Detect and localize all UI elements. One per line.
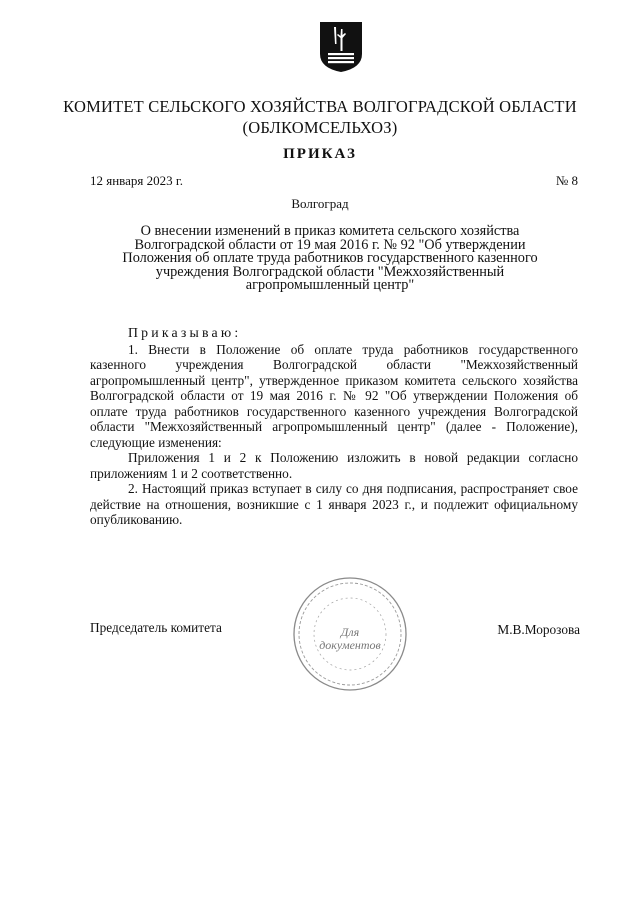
document-city: Волгоград — [291, 196, 349, 211]
document-type: ПРИКАЗ — [283, 146, 357, 162]
paragraph-1: 1. Внести в Положение об оплате труда работников государственного казенного учреждения Волгоградской области "Межхозяйственный агропромышленный центр", утвержденное приказом комитета сельского хозяйства Волгоградской области от 19 мая 2016 г. № 92 "Об утверждении Положения об оплате труда работников государственного казенного учреждения Волгоградской области "Межхозяйственный агропромышленный центр" (далее - Положение), следующие изменения: — [90, 341, 578, 450]
committee-name-line2: (ОБЛКОМСЕЛЬХОЗ) — [242, 118, 398, 137]
seal-text-line2: документов — [319, 638, 381, 652]
signatory-name: М.В.Морозова — [497, 622, 580, 637]
signatory-position: Председатель комитета — [90, 620, 222, 635]
paragraph-2: Приложения 1 и 2 к Положению изложить в новой редакции согласно приложениям 1 и 2 соответственно. — [90, 450, 578, 481]
committee-name — [0, 96, 640, 138]
document-subject: О внесении изменений в приказ комитета сельского хозяйства Волгоградской области от 19 мая 2016 г. № 92 "Об утверждении Положения об оплате труда работников государственного казенного учреждения Волгоградской области "Межхозяйственный агропромышленный центр" — [122, 223, 538, 294]
committee-name-line1: КОМИТЕТ СЕЛЬСКОГО ХОЗЯЙСТВА ВОЛГОГРАДСКОЙ ОБЛАСТИ — [63, 97, 577, 116]
order-word: Приказываю: — [128, 325, 242, 340]
paragraph-3: 2. Настоящий приказ вступает в силу со дня подписания, распространяет свое действие на отношения, возникшие с 1 января 2023 г., и подлежит официальному опубликованию. — [90, 481, 578, 527]
document-number: № 8 — [555, 173, 578, 188]
round-seal-icon — [288, 572, 412, 696]
document-body — [90, 325, 578, 528]
document-date: 12 января 2023 г. — [90, 173, 184, 188]
volgograd-emblem-icon — [318, 20, 364, 74]
seal-text-line1: Для — [340, 625, 360, 639]
